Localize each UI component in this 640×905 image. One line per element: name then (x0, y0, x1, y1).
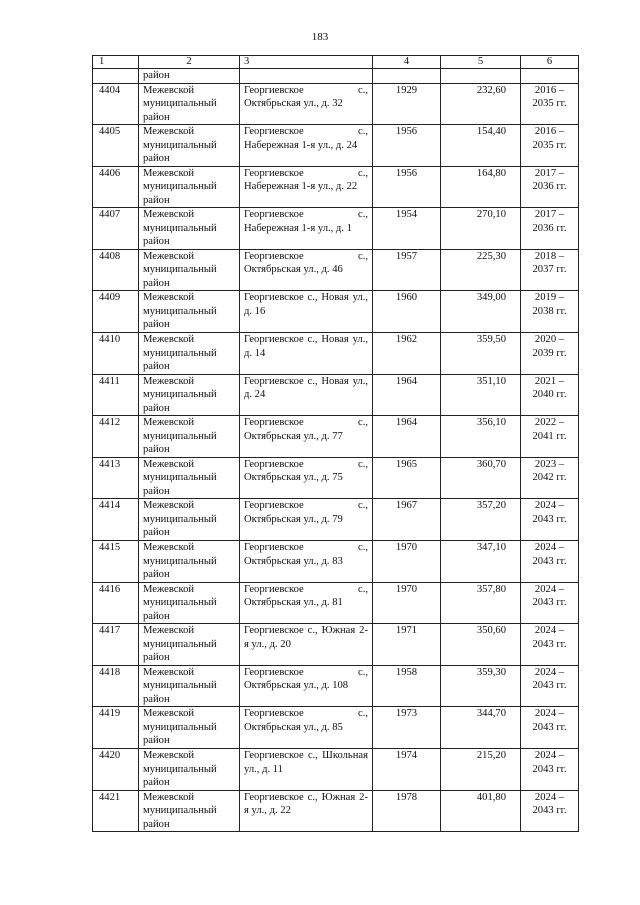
district-cell: Межевской муниципальный район (139, 166, 240, 208)
table-row (93, 249, 579, 291)
area-cell: 164,80 (441, 166, 521, 208)
year-cell: 1956 (373, 125, 441, 167)
area-cell: 225,30 (441, 249, 521, 291)
address-cell: Георгиевское с., Октябрьская ул., д. 46 (240, 249, 373, 291)
year-cell: 1956 (373, 166, 441, 208)
table-cell (441, 69, 521, 84)
row-number: 4409 (93, 291, 139, 333)
table-row (93, 624, 579, 666)
year-cell: 1978 (373, 790, 441, 832)
table-cell (521, 69, 579, 84)
row-number: 4410 (93, 333, 139, 375)
area-cell: 351,10 (441, 374, 521, 416)
address-cell: Георгиевское с., Октябрьская ул., д. 85 (240, 707, 373, 749)
area-cell: 359,50 (441, 333, 521, 375)
address-cell: Георгиевское с., Октябрьская ул., д. 77 (240, 416, 373, 458)
period-cell: 2024 – 2043 гг. (521, 541, 579, 583)
period-cell: 2024 – 2043 гг. (521, 665, 579, 707)
period-cell: 2017 – 2036 гг. (521, 166, 579, 208)
row-number: 4405 (93, 125, 139, 167)
period-cell: 2024 – 2043 гг. (521, 499, 579, 541)
year-cell: 1964 (373, 416, 441, 458)
year-cell: 1957 (373, 249, 441, 291)
address-cell: Георгиевское с., Октябрьская ул., д. 75 (240, 457, 373, 499)
district-cell: Межевской муниципальный район (139, 665, 240, 707)
year-cell: 1929 (373, 83, 441, 125)
address-cell: Георгиевское с., Новая ул., д. 24 (240, 374, 373, 416)
area-cell: 344,70 (441, 707, 521, 749)
period-cell: 2016 – 2035 гг. (521, 125, 579, 167)
table-row (93, 749, 579, 791)
address-cell: Георгиевское с., Новая ул., д. 16 (240, 291, 373, 333)
area-cell: 154,40 (441, 125, 521, 167)
table-cell (240, 69, 373, 84)
row-number: 4404 (93, 83, 139, 125)
table-cell (93, 69, 139, 84)
year-cell: 1962 (373, 333, 441, 375)
address-cell: Георгиевское с., Набережная 1-я ул., д. 22 (240, 166, 373, 208)
table-cell (373, 69, 441, 84)
row-number: 4417 (93, 624, 139, 666)
table-row (93, 665, 579, 707)
area-cell: 356,10 (441, 416, 521, 458)
row-number: 4415 (93, 541, 139, 583)
column-header: 4 (373, 56, 441, 69)
table-row (93, 707, 579, 749)
period-cell: 2024 – 2043 гг. (521, 582, 579, 624)
table-row (93, 166, 579, 208)
area-cell: 357,80 (441, 582, 521, 624)
district-cell: Межевской муниципальный район (139, 125, 240, 167)
period-cell: 2018 – 2037 гг. (521, 249, 579, 291)
year-cell: 1970 (373, 541, 441, 583)
address-cell: Георгиевское с., Набережная 1-я ул., д. 24 (240, 125, 373, 167)
area-cell: 232,60 (441, 83, 521, 125)
address-cell: Георгиевское с., Октябрьская ул., д. 79 (240, 499, 373, 541)
row-number: 4406 (93, 166, 139, 208)
area-cell: 359,30 (441, 665, 521, 707)
table-cell: район (139, 69, 240, 84)
row-number: 4421 (93, 790, 139, 832)
page-number: 183 (311, 31, 329, 43)
period-cell: 2019 – 2038 гг. (521, 291, 579, 333)
table-row (93, 416, 579, 458)
column-header: 5 (441, 56, 521, 69)
table-row (93, 374, 579, 416)
year-cell: 1971 (373, 624, 441, 666)
area-cell: 350,60 (441, 624, 521, 666)
year-cell: 1954 (373, 208, 441, 250)
year-cell: 1973 (373, 707, 441, 749)
district-cell: Межевской муниципальный район (139, 707, 240, 749)
address-cell: Георгиевское с., Набережная 1-я ул., д. 1 (240, 208, 373, 250)
district-cell: Межевской муниципальный район (139, 249, 240, 291)
row-number: 4419 (93, 707, 139, 749)
district-cell: Межевской муниципальный район (139, 499, 240, 541)
address-cell: Георгиевское с., Новая ул., д. 14 (240, 333, 373, 375)
row-number: 4418 (93, 665, 139, 707)
period-cell: 2024 – 2043 гг. (521, 624, 579, 666)
year-cell: 1964 (373, 374, 441, 416)
row-number: 4413 (93, 457, 139, 499)
period-cell: 2024 – 2043 гг. (521, 707, 579, 749)
table-row (93, 582, 579, 624)
area-cell: 347,10 (441, 541, 521, 583)
table-row (93, 208, 579, 250)
column-header: 6 (521, 56, 579, 69)
table-row (93, 541, 579, 583)
district-cell: Межевской муниципальный район (139, 291, 240, 333)
table-row (93, 790, 579, 832)
row-number: 4416 (93, 582, 139, 624)
period-cell: 2017 – 2036 гг. (521, 208, 579, 250)
row-number: 4420 (93, 749, 139, 791)
year-cell: 1960 (373, 291, 441, 333)
row-number: 4412 (93, 416, 139, 458)
area-cell: 360,70 (441, 457, 521, 499)
table-header-row (93, 56, 579, 69)
address-cell: Георгиевское с., Октябрьская ул., д. 108 (240, 665, 373, 707)
district-cell: Межевской муниципальный район (139, 582, 240, 624)
column-header: 2 (139, 56, 240, 69)
period-cell: 2020 – 2039 гг. (521, 333, 579, 375)
district-cell: Межевской муниципальный район (139, 83, 240, 125)
period-cell: 2024 – 2043 гг. (521, 749, 579, 791)
area-cell: 401,80 (441, 790, 521, 832)
area-cell: 357,20 (441, 499, 521, 541)
district-cell: Межевской муниципальный район (139, 457, 240, 499)
table-row (93, 291, 579, 333)
year-cell: 1965 (373, 457, 441, 499)
year-cell: 1967 (373, 499, 441, 541)
period-cell: 2021 – 2040 гг. (521, 374, 579, 416)
district-cell: Межевской муниципальный район (139, 624, 240, 666)
row-number: 4411 (93, 374, 139, 416)
row-number: 4407 (93, 208, 139, 250)
district-cell: Межевской муниципальный район (139, 333, 240, 375)
address-cell: Георгиевское с., Школьная ул., д. 11 (240, 749, 373, 791)
column-header: 3 (240, 56, 373, 69)
address-cell: Георгиевское с., Южная 2-я ул., д. 20 (240, 624, 373, 666)
period-cell: 2022 – 2041 гг. (521, 416, 579, 458)
area-cell: 215,20 (441, 749, 521, 791)
district-cell: Межевской муниципальный район (139, 416, 240, 458)
period-cell: 2024 – 2043 гг. (521, 790, 579, 832)
district-cell: Межевской муниципальный район (139, 541, 240, 583)
address-cell: Георгиевское с., Октябрьская ул., д. 32 (240, 83, 373, 125)
housing-table (92, 55, 579, 832)
year-cell: 1974 (373, 749, 441, 791)
table-row (93, 499, 579, 541)
row-number: 4408 (93, 249, 139, 291)
district-cell: Межевской муниципальный район (139, 208, 240, 250)
area-cell: 270,10 (441, 208, 521, 250)
table-row (93, 125, 579, 167)
district-cell: Межевской муниципальный район (139, 374, 240, 416)
period-cell: 2016 – 2035 гг. (521, 83, 579, 125)
table-row (93, 83, 579, 125)
table-row (93, 333, 579, 375)
year-cell: 1970 (373, 582, 441, 624)
address-cell: Георгиевское с., Южная 2-я ул., д. 22 (240, 790, 373, 832)
district-cell: Межевской муниципальный район (139, 749, 240, 791)
column-header: 1 (93, 56, 139, 69)
year-cell: 1958 (373, 665, 441, 707)
district-cell: Межевской муниципальный район (139, 790, 240, 832)
address-cell: Георгиевское с., Октябрьская ул., д. 83 (240, 541, 373, 583)
address-cell: Георгиевское с., Октябрьская ул., д. 81 (240, 582, 373, 624)
table-row (93, 457, 579, 499)
continuation-row (93, 69, 579, 84)
row-number: 4414 (93, 499, 139, 541)
period-cell: 2023 – 2042 гг. (521, 457, 579, 499)
area-cell: 349,00 (441, 291, 521, 333)
